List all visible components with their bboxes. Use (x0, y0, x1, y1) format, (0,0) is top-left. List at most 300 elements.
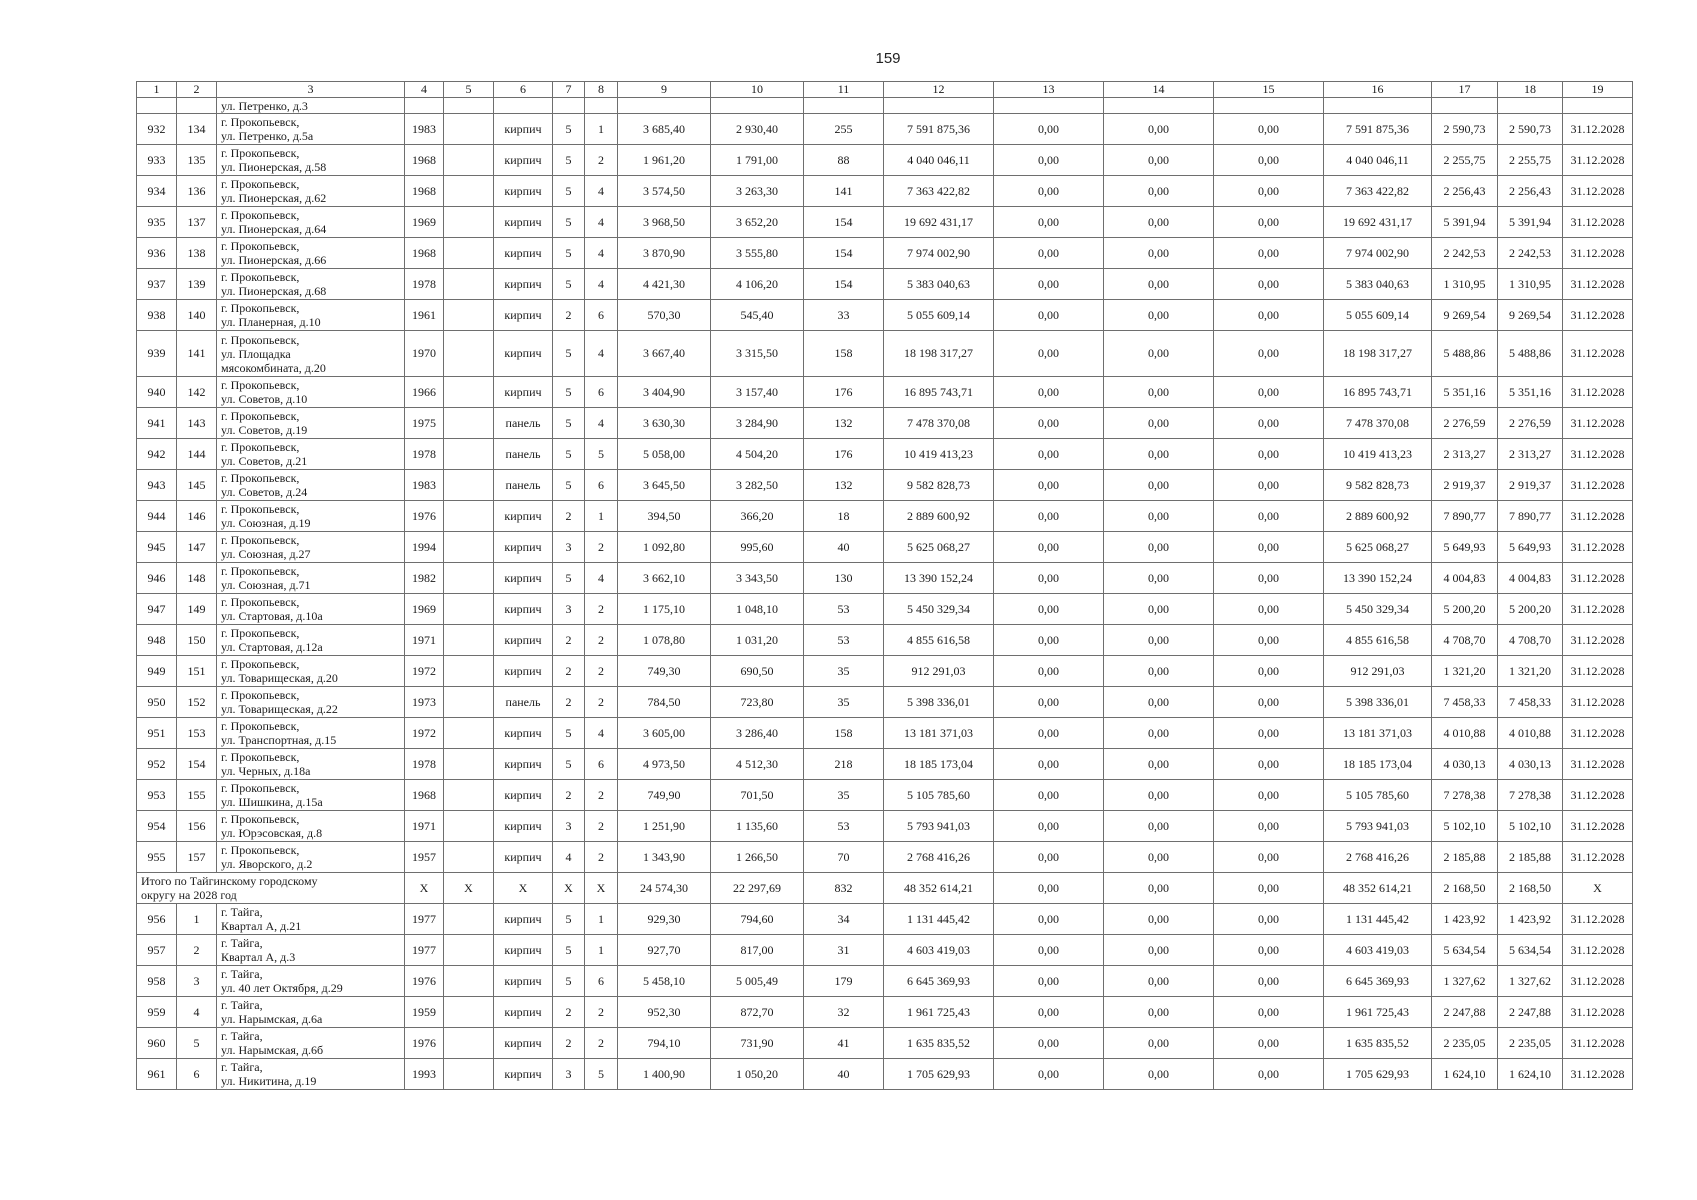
table-cell: 18 198 317,27 (884, 331, 994, 377)
table-cell: 0,00 (1104, 935, 1214, 966)
table-cell: 31.12.2028 (1563, 532, 1633, 563)
table-cell: 690,50 (711, 656, 804, 687)
table-cell: 5 398 336,01 (884, 687, 994, 718)
table-row (137, 269, 1633, 300)
table-cell: 153 (177, 718, 217, 749)
table-cell: 0,00 (1214, 997, 1324, 1028)
total-cell: X (494, 873, 553, 904)
table-cell: 0,00 (994, 207, 1104, 238)
table-cell: 9 269,54 (1498, 300, 1563, 331)
table-cell (444, 501, 494, 532)
table-cell: 2 (585, 780, 618, 811)
table-cell: 5 055 609,14 (884, 300, 994, 331)
table-cell (711, 98, 804, 114)
address-line: г. Прокопьевск, (221, 208, 300, 222)
table-cell: 936 (137, 238, 177, 269)
table-cell: 1976 (405, 1028, 444, 1059)
table-cell: 7 363 422,82 (1324, 176, 1432, 207)
table-cell: 3 (553, 1059, 585, 1090)
table-cell: 5 391,94 (1432, 207, 1498, 238)
table-cell: панель (494, 470, 553, 501)
table-row (137, 780, 1633, 811)
table-cell: 31.12.2028 (1563, 935, 1633, 966)
table-cell: 0,00 (1214, 300, 1324, 331)
table-cell: 0,00 (1214, 780, 1324, 811)
table-cell: 0,00 (1214, 501, 1324, 532)
table-cell: 40 (804, 532, 884, 563)
table-row (137, 1028, 1633, 1059)
table-cell: 149 (177, 594, 217, 625)
table-cell: 2 (585, 594, 618, 625)
table-cell: кирпич (494, 563, 553, 594)
table-cell (618, 98, 711, 114)
table-cell (884, 98, 994, 114)
table-cell: кирпич (494, 966, 553, 997)
total-cell: X (444, 873, 494, 904)
table-cell: 3 343,50 (711, 563, 804, 594)
column-header: 2 (177, 82, 217, 98)
address-line: ул. Стартовая, д.10а (221, 609, 323, 623)
table-cell: 40 (804, 1059, 884, 1090)
table-cell: 1961 (405, 300, 444, 331)
table-cell: 0,00 (994, 377, 1104, 408)
table-cell: 5 (177, 1028, 217, 1059)
table-cell: 7 478 370,08 (1324, 408, 1432, 439)
address-cell (217, 207, 405, 238)
table-cell: кирпич (494, 997, 553, 1028)
table-cell: 154 (804, 238, 884, 269)
table-cell: 3 157,40 (711, 377, 804, 408)
table-cell: 1 175,10 (618, 594, 711, 625)
table-cell: 1 078,80 (618, 625, 711, 656)
table-cell: 3 662,10 (618, 563, 711, 594)
table-cell (444, 377, 494, 408)
table-cell: 7 974 002,90 (884, 238, 994, 269)
table-cell: 0,00 (1104, 997, 1214, 1028)
table-cell: 0,00 (1214, 1059, 1324, 1090)
table-cell: 2 889 600,92 (884, 501, 994, 532)
address-cell (217, 625, 405, 656)
table-cell: 31.12.2028 (1563, 687, 1633, 718)
table-cell: 7 363 422,82 (884, 176, 994, 207)
table-cell: 3 667,40 (618, 331, 711, 377)
table-cell: 1 131 445,42 (884, 904, 994, 935)
table-cell: 0,00 (1214, 811, 1324, 842)
table-cell: 5 625 068,27 (1324, 532, 1432, 563)
table-row (137, 625, 1633, 656)
table-cell: 4 030,13 (1498, 749, 1563, 780)
table-cell: 0,00 (1104, 594, 1214, 625)
address-line: г. Прокопьевск, (221, 533, 300, 547)
table-cell (444, 1028, 494, 1059)
address-line: ул. Союзная, д.19 (221, 516, 311, 530)
column-header: 10 (711, 82, 804, 98)
table-row (137, 238, 1633, 269)
table-cell: 5 (553, 408, 585, 439)
address-cell (217, 238, 405, 269)
table-cell (444, 997, 494, 1028)
table-cell: кирпич (494, 238, 553, 269)
table-cell: 929,30 (618, 904, 711, 935)
table-cell: 0,00 (1104, 904, 1214, 935)
column-header: 8 (585, 82, 618, 98)
table-cell: кирпич (494, 269, 553, 300)
table-cell (444, 114, 494, 145)
table-cell (585, 98, 618, 114)
table-cell: 53 (804, 625, 884, 656)
table-row (137, 997, 1633, 1028)
address-line: г. Прокопьевск, (221, 812, 300, 826)
table-cell: 2 (585, 811, 618, 842)
table-cell: 5 (553, 331, 585, 377)
table-cell: 3 968,50 (618, 207, 711, 238)
table-cell: 794,60 (711, 904, 804, 935)
table-cell: 157 (177, 842, 217, 873)
table-cell: 18 185 173,04 (1324, 749, 1432, 780)
table-cell: 176 (804, 439, 884, 470)
table-cell: 0,00 (1104, 269, 1214, 300)
table-cell: 817,00 (711, 935, 804, 966)
table-cell: 1 321,20 (1432, 656, 1498, 687)
table-cell: 1982 (405, 563, 444, 594)
table-cell: 35 (804, 656, 884, 687)
table-cell: 4 (585, 563, 618, 594)
table-cell: 2 276,59 (1498, 408, 1563, 439)
table-cell: 0,00 (1214, 408, 1324, 439)
table-cell: 2 (177, 935, 217, 966)
table-cell: 19 692 431,17 (1324, 207, 1432, 238)
table-cell: 0,00 (994, 656, 1104, 687)
table-cell: 912 291,03 (1324, 656, 1432, 687)
table-cell: 2 889 600,92 (1324, 501, 1432, 532)
table-cell: 952,30 (618, 997, 711, 1028)
table-cell: 5 488,86 (1498, 331, 1563, 377)
total-cell: X (553, 873, 585, 904)
table-cell: 1983 (405, 470, 444, 501)
table-cell: 4 040 046,11 (884, 145, 994, 176)
table-cell: 31.12.2028 (1563, 331, 1633, 377)
address-cell (217, 749, 405, 780)
address-line: г. Прокопьевск, (221, 270, 300, 284)
table-cell: 2 247,88 (1498, 997, 1563, 1028)
table-cell (444, 300, 494, 331)
table-cell: 70 (804, 842, 884, 873)
table-cell (444, 269, 494, 300)
table-cell: 3 (553, 811, 585, 842)
table-cell: 5 450 329,34 (884, 594, 994, 625)
address-cell (217, 1028, 405, 1059)
table-cell: 140 (177, 300, 217, 331)
address-cell (217, 114, 405, 145)
address-line: г. Прокопьевск, (221, 750, 300, 764)
table-cell: 942 (137, 439, 177, 470)
table-cell: 5 (585, 1059, 618, 1090)
table-cell: 31.12.2028 (1563, 842, 1633, 873)
table-cell: 731,90 (711, 1028, 804, 1059)
table-cell: 0,00 (1104, 842, 1214, 873)
table-cell: 7 478 370,08 (884, 408, 994, 439)
table-cell (444, 563, 494, 594)
address-line: ул. Яворского, д.2 (221, 857, 313, 871)
table-cell: 255 (804, 114, 884, 145)
table-cell: 2 (553, 501, 585, 532)
table-cell (444, 718, 494, 749)
table-cell: 31.12.2028 (1563, 114, 1633, 145)
table-cell (444, 408, 494, 439)
table-cell: 4 (585, 207, 618, 238)
table-cell: 3 286,40 (711, 718, 804, 749)
table-row (137, 439, 1633, 470)
table-cell: 0,00 (994, 439, 1104, 470)
table-cell: 4 504,20 (711, 439, 804, 470)
column-header: 1 (137, 82, 177, 98)
table-cell: 0,00 (994, 1059, 1104, 1090)
table-cell: 31.12.2028 (1563, 300, 1633, 331)
table-cell (444, 811, 494, 842)
table-cell: 0,00 (994, 904, 1104, 935)
table-cell: 144 (177, 439, 217, 470)
table-cell: 5 634,54 (1432, 935, 1498, 966)
address-line: г. Прокопьевск, (221, 626, 300, 640)
table-cell (1214, 98, 1324, 114)
table-cell: 31.12.2028 (1563, 966, 1633, 997)
table-cell: 2 242,53 (1432, 238, 1498, 269)
table-cell: 1 266,50 (711, 842, 804, 873)
address-cell (217, 331, 405, 377)
table-cell: 5 458,10 (618, 966, 711, 997)
table-cell: 2 256,43 (1432, 176, 1498, 207)
table-cell: 912 291,03 (884, 656, 994, 687)
table-cell (444, 842, 494, 873)
total-cell: 2 168,50 (1498, 873, 1563, 904)
table-cell: 16 895 743,71 (884, 377, 994, 408)
table-cell: 1 321,20 (1498, 656, 1563, 687)
table-cell: 1975 (405, 408, 444, 439)
table-cell: 31.12.2028 (1563, 176, 1633, 207)
table-cell: 2 (553, 780, 585, 811)
address-cell (217, 1059, 405, 1090)
table-cell: 1976 (405, 966, 444, 997)
table-cell: 1 050,20 (711, 1059, 804, 1090)
table-cell: 53 (804, 594, 884, 625)
table-cell: 16 895 743,71 (1324, 377, 1432, 408)
address-line: г. Прокопьевск, (221, 843, 300, 857)
table-cell: 2 185,88 (1432, 842, 1498, 873)
table-cell: 4 708,70 (1498, 625, 1563, 656)
table-row (137, 532, 1633, 563)
table-cell: 945 (137, 532, 177, 563)
table-cell: кирпич (494, 300, 553, 331)
table-cell: 0,00 (1104, 687, 1214, 718)
buildings-table (136, 81, 1633, 1090)
table-cell: 1978 (405, 439, 444, 470)
page-number: 159 (875, 50, 901, 67)
table-cell: 5 (553, 966, 585, 997)
table-cell: 0,00 (1104, 176, 1214, 207)
table-cell: 1 624,10 (1432, 1059, 1498, 1090)
table-row (137, 114, 1633, 145)
table-cell: 0,00 (1214, 966, 1324, 997)
table-cell: 0,00 (1104, 625, 1214, 656)
table-cell: 3 630,30 (618, 408, 711, 439)
table-cell: 2 235,05 (1432, 1028, 1498, 1059)
table-cell: 1 635 835,52 (1324, 1028, 1432, 1059)
total-cell: 48 352 614,21 (1324, 873, 1432, 904)
table-cell: 1 310,95 (1432, 269, 1498, 300)
table-row (137, 842, 1633, 873)
table-cell: 31.12.2028 (1563, 563, 1633, 594)
column-header: 14 (1104, 82, 1214, 98)
table-cell: кирпич (494, 842, 553, 873)
address-cell (217, 594, 405, 625)
total-label-line: округу на 2028 год (141, 888, 237, 902)
address-line: ул. Союзная, д.27 (221, 547, 311, 561)
table-cell: 4 855 616,58 (1324, 625, 1432, 656)
table-cell: 2 (553, 300, 585, 331)
table-row (137, 594, 1633, 625)
table-cell: 4 (585, 331, 618, 377)
address-line: г. Прокопьевск, (221, 378, 300, 392)
table-cell: 143 (177, 408, 217, 439)
table-cell (177, 98, 217, 114)
table-cell: 2 919,37 (1432, 470, 1498, 501)
table-cell: 958 (137, 966, 177, 997)
table-cell: 1968 (405, 238, 444, 269)
table-cell (444, 470, 494, 501)
table-cell: 5 391,94 (1498, 207, 1563, 238)
total-cell: X (1563, 873, 1633, 904)
table-cell: 0,00 (1214, 656, 1324, 687)
table-cell: 0,00 (994, 470, 1104, 501)
table-cell (444, 935, 494, 966)
address-line: г. Прокопьевск, (221, 719, 300, 733)
table-cell: 31.12.2028 (1563, 718, 1633, 749)
table-row (137, 501, 1633, 532)
table-row (137, 811, 1633, 842)
table-cell: 0,00 (994, 145, 1104, 176)
table-cell: 3 284,90 (711, 408, 804, 439)
table-cell: 0,00 (1214, 935, 1324, 966)
table-cell: 18 (804, 501, 884, 532)
table-cell: 0,00 (1104, 563, 1214, 594)
table-cell: 0,00 (1104, 780, 1214, 811)
table-cell: 4 (585, 176, 618, 207)
table-cell: 1 423,92 (1432, 904, 1498, 935)
address-cell (217, 904, 405, 935)
table-cell: 4 855 616,58 (884, 625, 994, 656)
table-cell: 0,00 (994, 997, 1104, 1028)
table-cell: 1983 (405, 114, 444, 145)
table-cell: 1 031,20 (711, 625, 804, 656)
total-cell: 0,00 (994, 873, 1104, 904)
table-cell: 2 235,05 (1498, 1028, 1563, 1059)
table-cell: 0,00 (1104, 656, 1214, 687)
table-cell: 2 (553, 1028, 585, 1059)
table-cell: 3 870,90 (618, 238, 711, 269)
table-cell: 4 (585, 718, 618, 749)
table-cell: 88 (804, 145, 884, 176)
table-cell: кирпич (494, 811, 553, 842)
table-cell: 2 919,37 (1498, 470, 1563, 501)
table-row (137, 1059, 1633, 1090)
address-line: ул. Пионерская, д.58 (221, 160, 327, 174)
table-cell: 18 198 317,27 (1324, 331, 1432, 377)
column-header: 13 (994, 82, 1104, 98)
table-cell: 723,80 (711, 687, 804, 718)
table-cell: 1976 (405, 501, 444, 532)
table-cell (1432, 98, 1498, 114)
table-cell: 53 (804, 811, 884, 842)
table-cell: 948 (137, 625, 177, 656)
table-cell: 145 (177, 470, 217, 501)
table-cell: 5 383 040,63 (884, 269, 994, 300)
table-cell (1563, 98, 1633, 114)
table-body (137, 82, 1633, 1090)
table-cell: 0,00 (994, 331, 1104, 377)
table-cell: 31.12.2028 (1563, 656, 1633, 687)
table-cell: кирпич (494, 176, 553, 207)
address-cell (217, 842, 405, 873)
table-cell: 0,00 (1214, 114, 1324, 145)
table-cell: 9 269,54 (1432, 300, 1498, 331)
table-cell: 154 (177, 749, 217, 780)
table-cell: кирпич (494, 114, 553, 145)
table-cell: 130 (804, 563, 884, 594)
table-cell: 570,30 (618, 300, 711, 331)
table-cell (444, 331, 494, 377)
table-cell: 0,00 (994, 966, 1104, 997)
table-cell: 0,00 (1214, 718, 1324, 749)
column-header: 3 (217, 82, 405, 98)
table-cell: 0,00 (1104, 439, 1214, 470)
table-cell: 1993 (405, 1059, 444, 1090)
table-cell: 1957 (405, 842, 444, 873)
table-cell: 0,00 (1104, 749, 1214, 780)
address-line: ул. Товарищеская, д.20 (221, 671, 338, 685)
address-line: г. Прокопьевск, (221, 177, 300, 191)
table-cell: 1 961,20 (618, 145, 711, 176)
table-cell: 155 (177, 780, 217, 811)
table-cell: 0,00 (1104, 966, 1214, 997)
table-cell: 3 574,50 (618, 176, 711, 207)
table-cell: 1 705 629,93 (884, 1059, 994, 1090)
table-cell: 1 635 835,52 (884, 1028, 994, 1059)
address-cell (217, 300, 405, 331)
table-cell: 0,00 (994, 780, 1104, 811)
table-cell (444, 749, 494, 780)
address-line: Квартал А, д.3 (221, 950, 296, 964)
table-cell: кирпич (494, 532, 553, 563)
table-cell: 944 (137, 501, 177, 532)
table-cell: 1 (585, 114, 618, 145)
table-cell: 5 398 336,01 (1324, 687, 1432, 718)
address-cell (217, 532, 405, 563)
table-cell: 158 (804, 331, 884, 377)
table-cell (553, 98, 585, 114)
table-cell: 995,60 (711, 532, 804, 563)
table-cell: 0,00 (994, 749, 1104, 780)
table-cell: 1 961 725,43 (1324, 997, 1432, 1028)
address-line: г. Тайга, (221, 1060, 263, 1074)
total-cell: 48 352 614,21 (884, 873, 994, 904)
address-cell (217, 718, 405, 749)
table-cell: 5 488,86 (1432, 331, 1498, 377)
table-cell: 5 102,10 (1498, 811, 1563, 842)
table-cell: 1971 (405, 625, 444, 656)
table-cell: 0,00 (994, 594, 1104, 625)
table-cell: 2 185,88 (1498, 842, 1563, 873)
table-cell: 18 185 173,04 (884, 749, 994, 780)
